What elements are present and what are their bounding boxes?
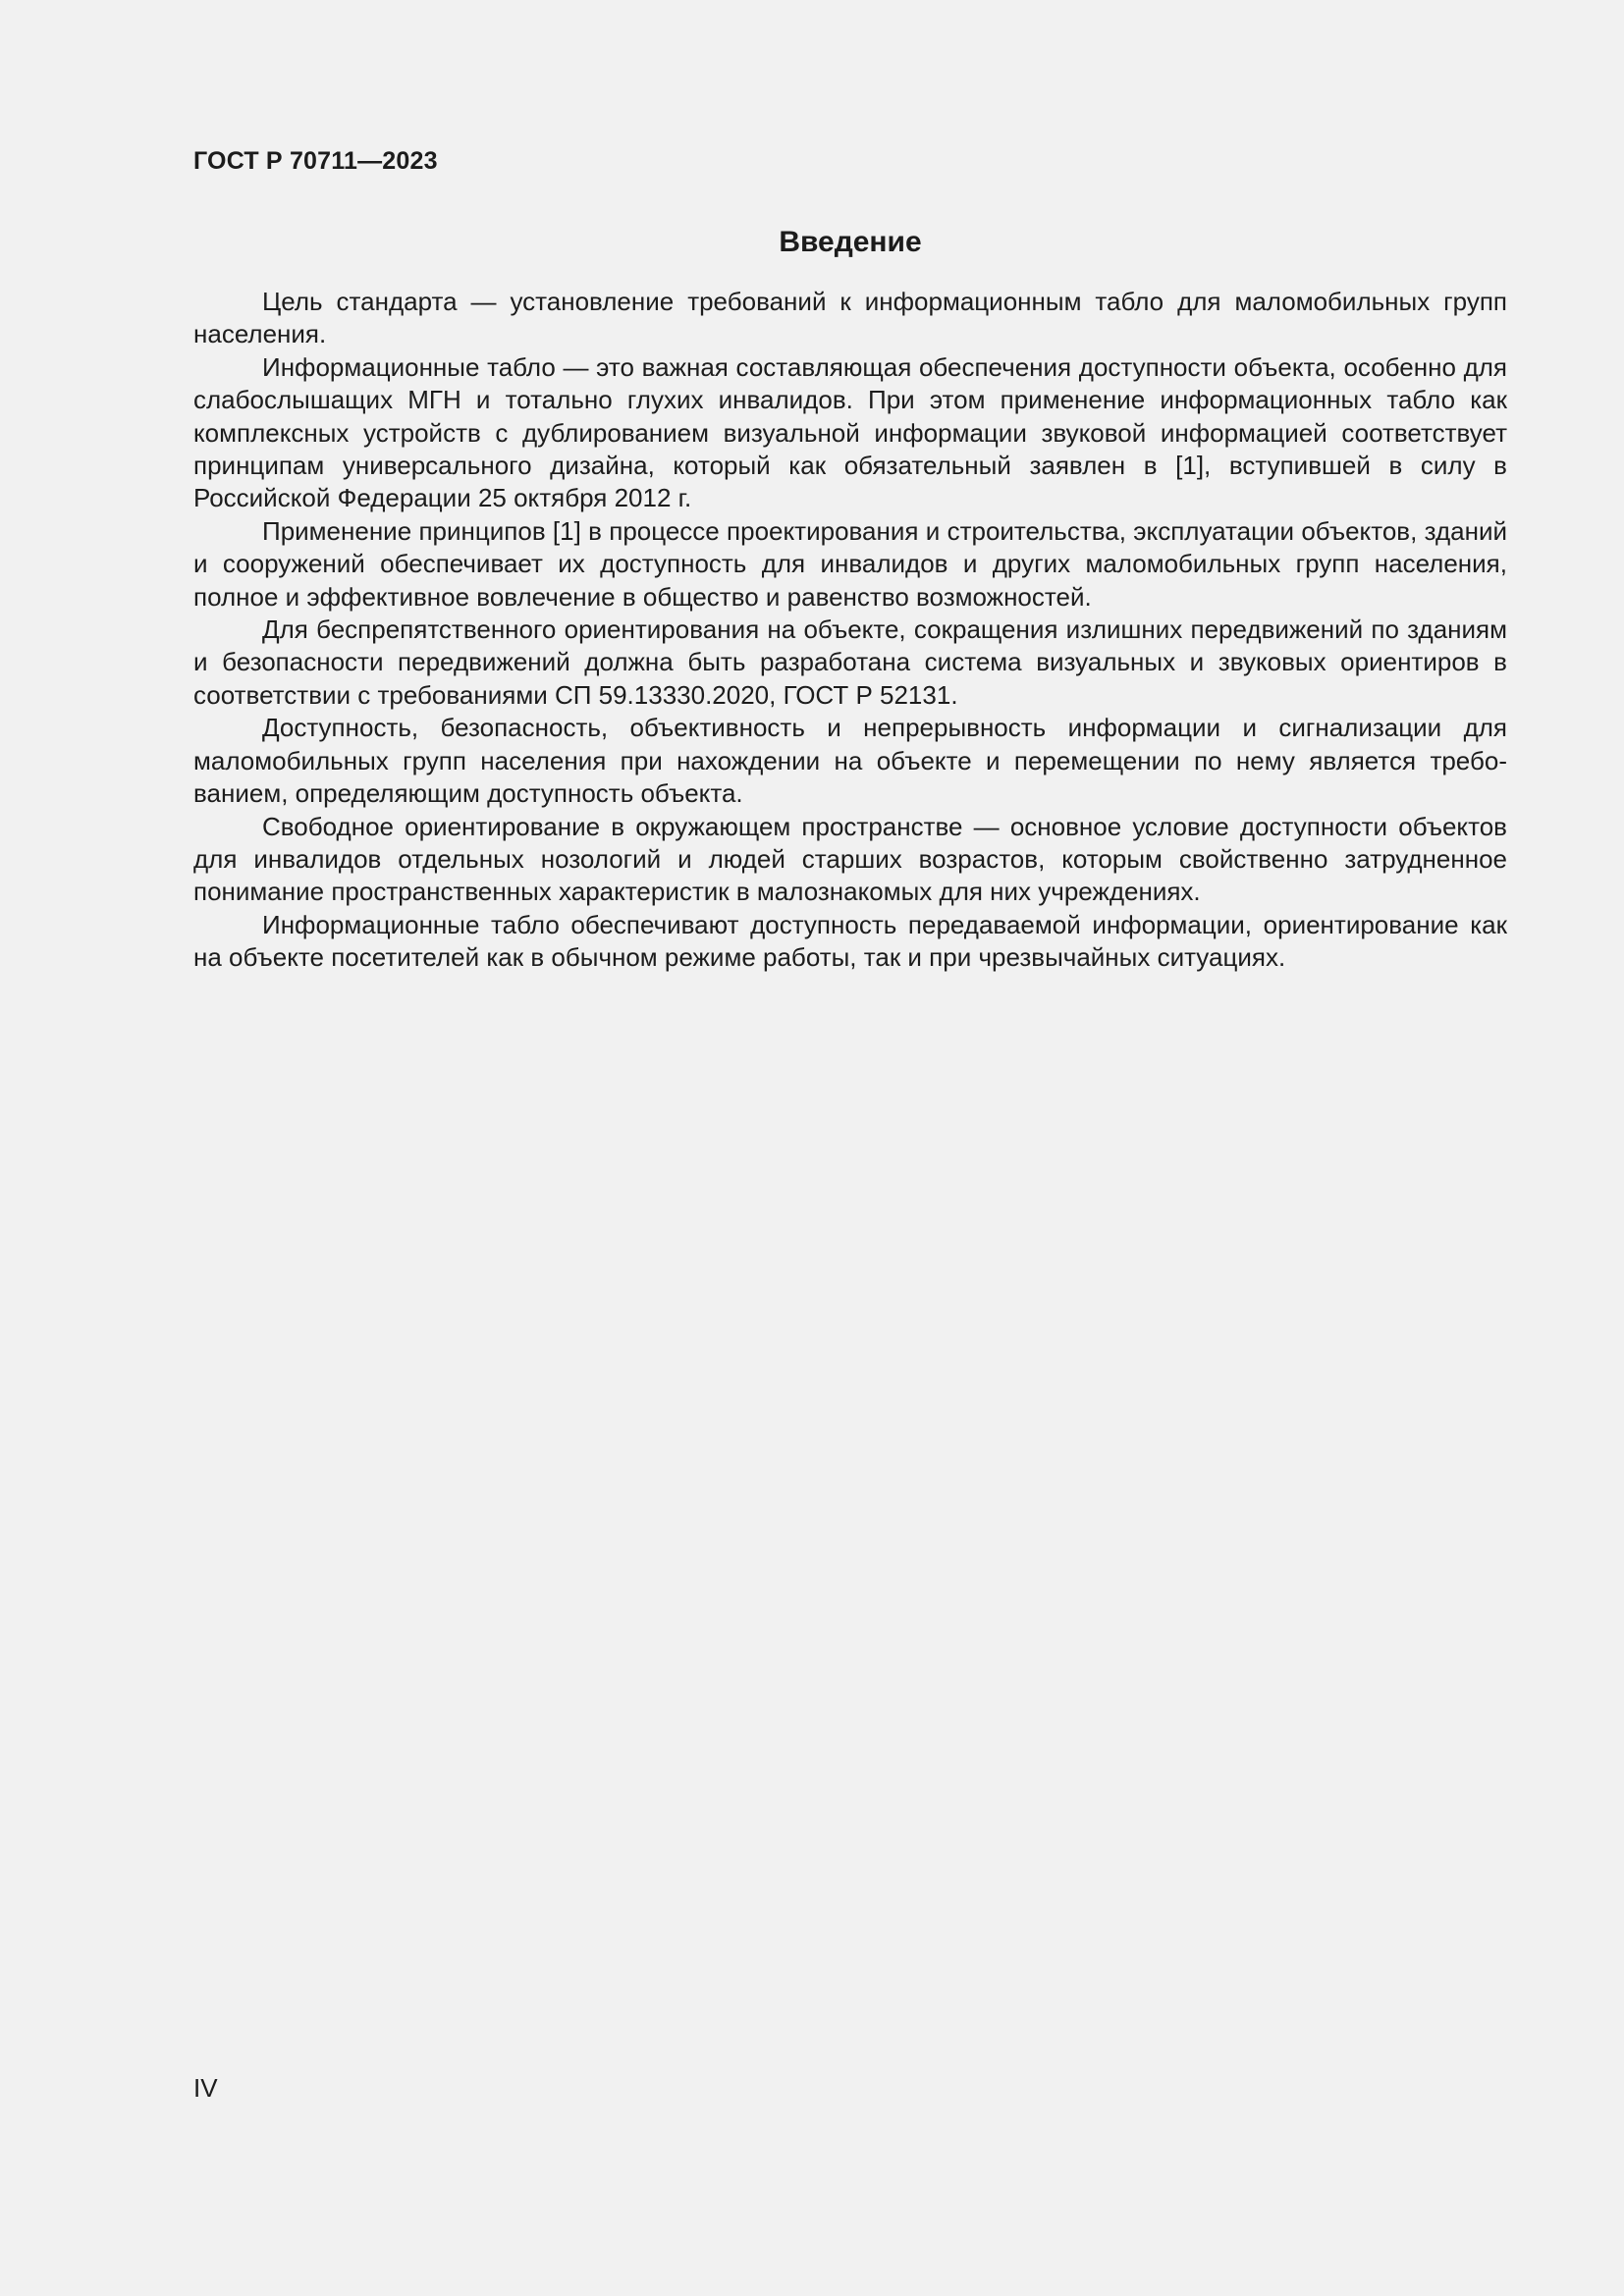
page-number: IV [193, 2073, 218, 2103]
paragraph-orientation-system: Для беспрепятственного ориентирования на объекте, сокращения излишних передвижений по зданиям и безопасности передвижений должна быть разработана система визуальных и звуковых ориентиров в соответствии с требованиями СП 59.13330.2020, ГОСТ Р 52131. [193, 614, 1507, 710]
body-text [193, 286, 1507, 975]
paragraph-accessibility: Доступность, безопасность, объективность и непрерывность информации и сигнализации для маломобильных групп населения при нахождении на объекте и перемещении по нему является требованием, определяющим доступность объекта. [193, 713, 1507, 809]
section-title: Введение [779, 226, 922, 258]
paragraph-principles: Применение принципов [1] в процессе проектирования и строительства, эксплуатации объектов, зданий и сооружений обеспечивает их доступность для инвалидов и других маломобильных групп населения, полное и эффективное вовлечение в общество и равенство возможностей. [193, 515, 1507, 612]
document-header: ГОСТ Р 70711—2023 [193, 147, 438, 175]
paragraph-info-boards: Информационные табло — это важная составляющая обеспечения доступности объекта, особенно для слабослышащих МГН и тотально глухих инвалидов. При этом применение информационных табло как комплексных устройств с дублированием визуальной информации звуковой информацией соответствует принципам универсального дизайна, который как обязательный заявлен в [1], вступившей в силу в Российской Федерации 25 октября 2012 г. [193, 351, 1507, 513]
paragraph-conclusion: Информационные табло обеспечивают доступность передаваемой информации, ориентирование как на объекте посетителей как в обычном режиме работы, так и при чрезвычайных ситуациях. [193, 909, 1507, 973]
paragraph-free-orientation: Свободное ориентирование в окружающем пространстве — основное условие доступности объектов для инвалидов отдельных нозологий и людей старших возрастов, которым свойственно затрудненное понимание пространственных характеристик в малознакомых для них учреждениях. [193, 811, 1507, 907]
paragraph-purpose: Цель стандарта — установление требований к информационным табло для маломобильных групп населения. [193, 287, 1507, 349]
